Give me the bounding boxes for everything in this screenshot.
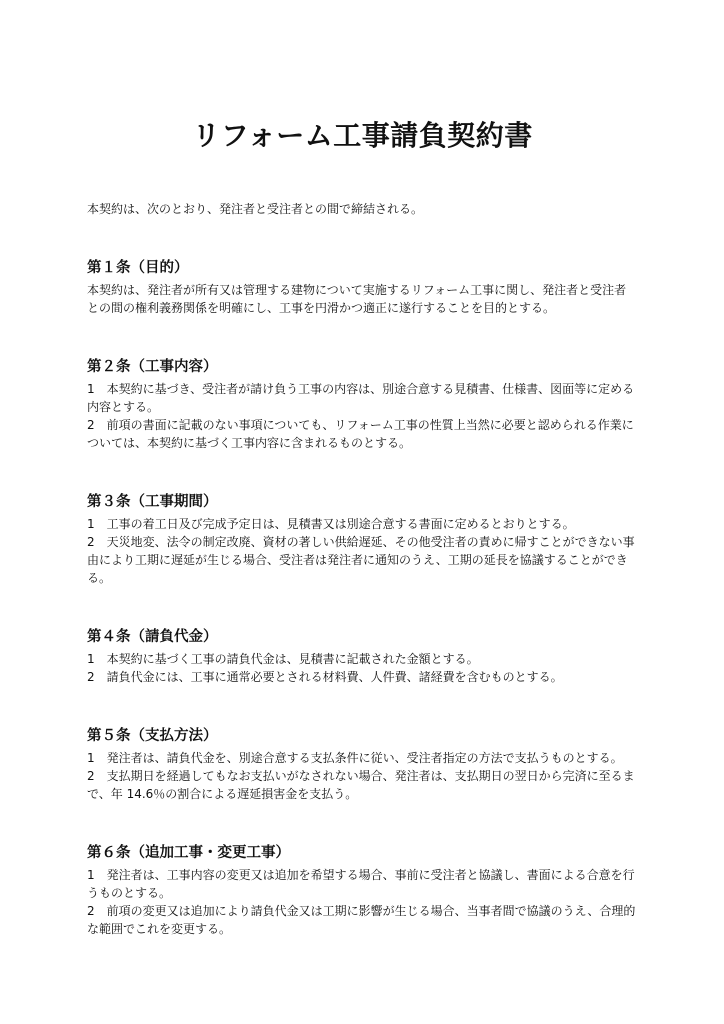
preamble: 本契約は、次のとおり、発注者と受注者との間で締結される。: [87, 202, 424, 216]
article-paragraph: 1 発注者は、請負代金を、別途合意する支払条件に従い、受注者指定の方法で支払うものとする。: [87, 751, 623, 765]
article-paragraph: 2 前項の書面に記載のない事項についても、リフォーム工事の性質上当然に必要と認められる作業については、本契約に基づく工事内容に含まれるものとする。: [87, 418, 634, 450]
article-heading: 第１条（目的）: [87, 260, 189, 276]
article-paragraph: 2 前項の変更又は追加により請負代金又は工期に影響が生じる場合、当事者間で協議のうえ、合理的な範囲でこれを変更する。: [87, 904, 636, 936]
article-paragraph: 本契約は、発注者が所有又は管理する建物について実施するリフォーム工事に関し、発注者と受注者との間の権利義務関係を明確にし、工事を円滑かつ適正に遂行することを目的とする。: [87, 283, 627, 315]
article-paragraph: 2 天災地変、法令の制定改廃、資材の著しい供給遅延、その他受注者の責めに帰すことができない事由により工期に遅延が生じる場合、受注者は発注者に通知のうえ、工期の延長を協議することができる。: [87, 535, 635, 585]
article-5: [87, 726, 638, 803]
article-paragraph: 2 支払期日を経過してもなお支払いがなされない場合、発注者は、支払期日の翌日から完済に至るまで、年 14.6％の割合による遅延損害金を支払う。: [87, 769, 635, 801]
article-heading: 第３条（工事期間）: [87, 494, 218, 510]
article-heading: 第５条（支払方法）: [87, 728, 218, 744]
article-paragraph: 1 本契約に基づき、受注者が請け負う工事の内容は、別途合意する見積書、仕様書、図面等に定める内容とする。: [87, 382, 635, 414]
article-1: [87, 258, 638, 317]
article-paragraph: 1 工事の着工日及び完成予定日は、見積書又は別途合意する書面に定めるとおりとする。: [87, 517, 575, 531]
article-paragraph: 1 本契約に基づく工事の請負代金は、見積書に記載された金額とする。: [87, 652, 479, 666]
article-2: [87, 357, 638, 452]
document-title: リフォーム工事請負契約書: [192, 119, 533, 152]
article-heading: 第６条（追加工事・変更工事）: [87, 845, 290, 861]
article-6: [87, 843, 638, 938]
article-paragraph: 1 発注者は、工事内容の変更又は追加を希望する場合、事前に受注者と協議し、書面による合意を行うものとする。: [87, 868, 635, 900]
article-4: [87, 627, 638, 686]
article-3: [87, 492, 638, 587]
article-paragraph: 2 請負代金には、工事に通常必要とされる材料費、人件費、諸経費を含むものとする。: [87, 670, 563, 684]
article-heading: 第４条（請負代金）: [87, 629, 218, 645]
article-heading: 第２条（工事内容）: [87, 359, 218, 375]
